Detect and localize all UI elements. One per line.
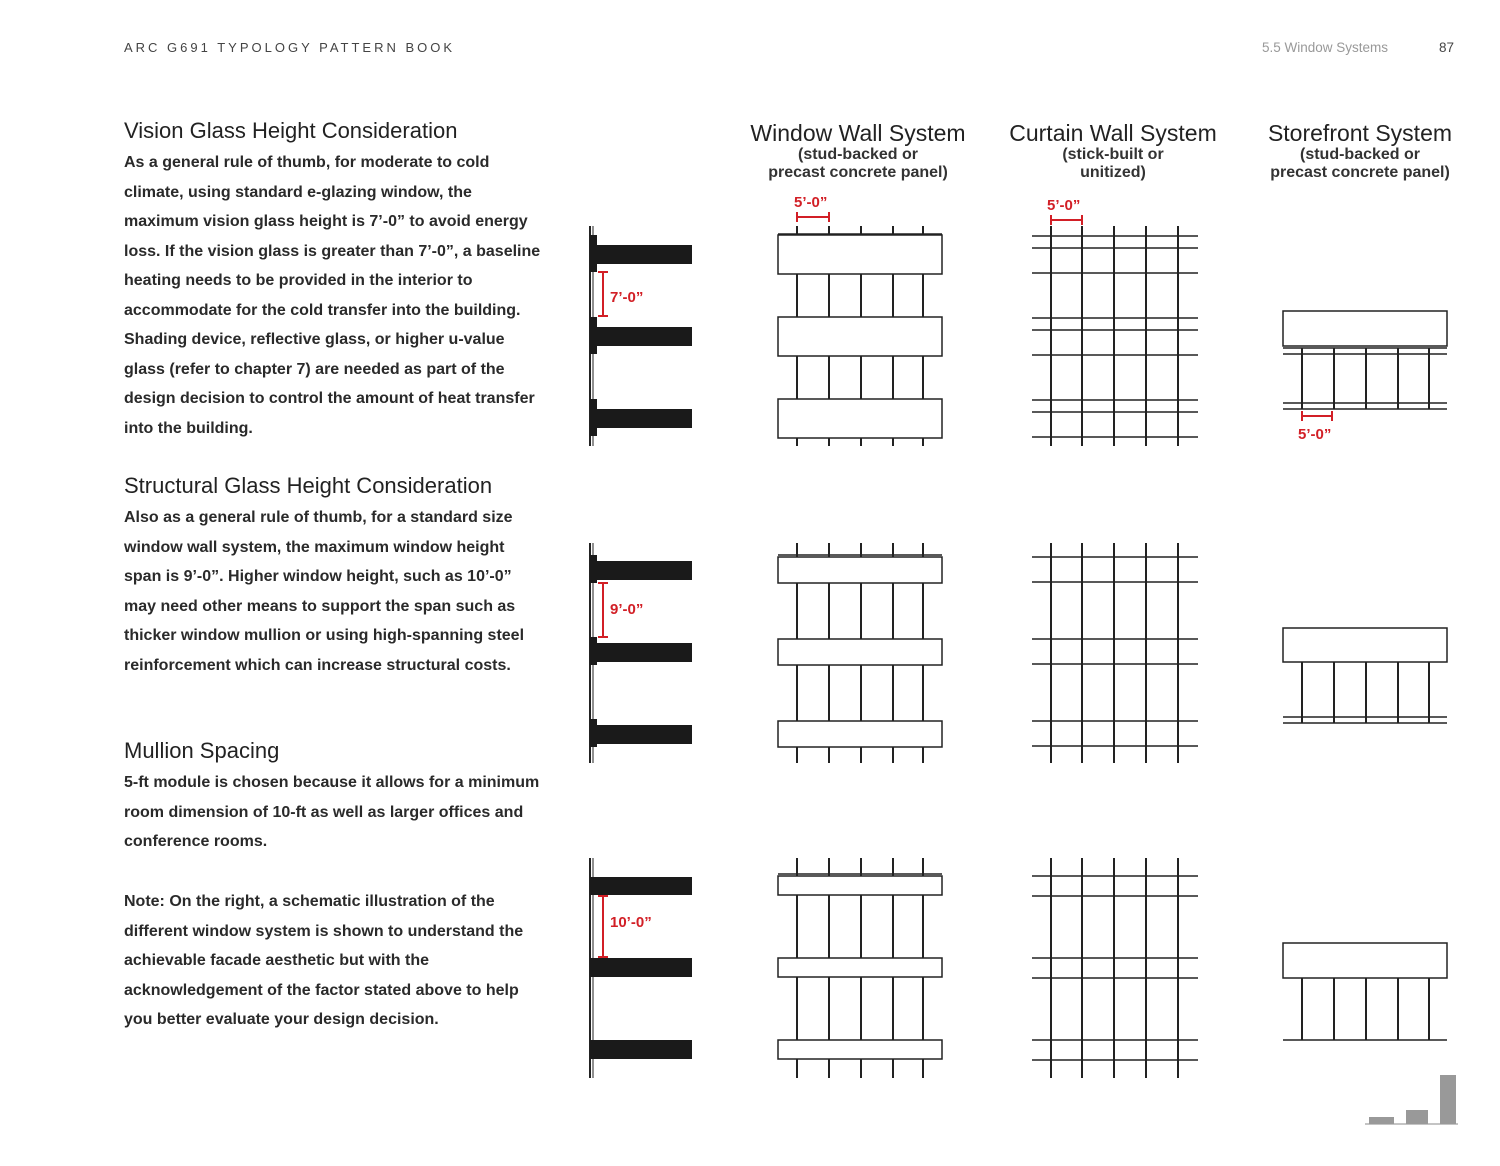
page-number: 87 (1439, 40, 1455, 55)
section-body: 5-ft module is chosen because it allows for a minimum room dimension of 10-ft as well as larger offices and conference rooms. (124, 774, 540, 850)
module-dimension-label: 5’-0” (1298, 426, 1332, 443)
note-text: Note: On the right, a schematic illustration of the different window system is shown to understand the achievable facade aesthetic but with the acknowledgement of the factor stated above to help you better evaluate your design decision. (124, 893, 524, 1028)
floor-height-label: 10’-0” (610, 914, 652, 931)
module-dimension-label: 5’-0” (1047, 197, 1081, 214)
floor-height-label: 7’-0” (610, 289, 644, 306)
window-wall-elevation-row3 (778, 858, 942, 1078)
column-title: Curtain Wall System (1009, 120, 1217, 146)
curtain-wall-elevation-row1 (1032, 215, 1198, 446)
column-subtitle: (stick-built or (1062, 146, 1164, 163)
section-body: Also as a general rule of thumb, for a standard size window wall system, the maximum window height span is 9’-0”. Higher window height, such as 10’-0” may need other means to support the span such as thicker window mullion or using high-spanning steel reinforcement which can increase structural costs. (124, 509, 525, 674)
curtain-wall-elevation-row3 (1032, 858, 1198, 1078)
column-subtitle: precast concrete panel) (1270, 164, 1450, 181)
window-wall-elevation-row1 (778, 212, 942, 446)
column-subtitle: (stud-backed or (797, 146, 918, 163)
storefront-elevation-row3 (1283, 943, 1447, 1040)
column-subtitle: (stud-backed or (1299, 146, 1420, 163)
curtain-wall-elevation-row2 (1032, 543, 1198, 763)
floor-height-label: 9’-0” (610, 601, 644, 618)
section-heading: Structural Glass Height Consideration (124, 473, 493, 498)
section-diagram-row2 (590, 543, 692, 763)
section-title: 5.5 Window Systems (1262, 40, 1389, 55)
section-heading: Mullion Spacing (124, 738, 280, 763)
section-heading: Vision Glass Height Consideration (124, 118, 458, 143)
module-dimension-label: 5’-0” (794, 194, 828, 211)
section-body: As a general rule of thumb, for moderate to cold climate, using standard e-glazing window, the maximum vision glass height is 7’-0” to avoid energy loss. If the vision glass is greater than 7’-0”, a baseline heating needs to be provided in the interior to accommodate for the cold transfer into the building. Shading device, reflective glass, or higher u-value glass (refer to chapter 7) are needed as part of the design decision to control the amount of heat transfer into the building. (124, 154, 541, 437)
column-subtitle: precast concrete panel) (768, 164, 948, 181)
storefront-elevation-row2 (1283, 628, 1447, 723)
column-title: Window Wall System (750, 120, 966, 146)
column-subtitle: unitized) (1080, 164, 1146, 181)
section-diagram-row1 (590, 226, 692, 446)
page-bar-mark (1365, 1075, 1458, 1124)
section-diagram-row3 (590, 858, 692, 1078)
column-title: Storefront System (1267, 120, 1453, 146)
window-wall-elevation-row2 (778, 543, 942, 763)
book-title: ARC G691 TYPOLOGY PATTERN BOOK (124, 40, 456, 55)
storefront-elevation-row1 (1283, 311, 1447, 421)
